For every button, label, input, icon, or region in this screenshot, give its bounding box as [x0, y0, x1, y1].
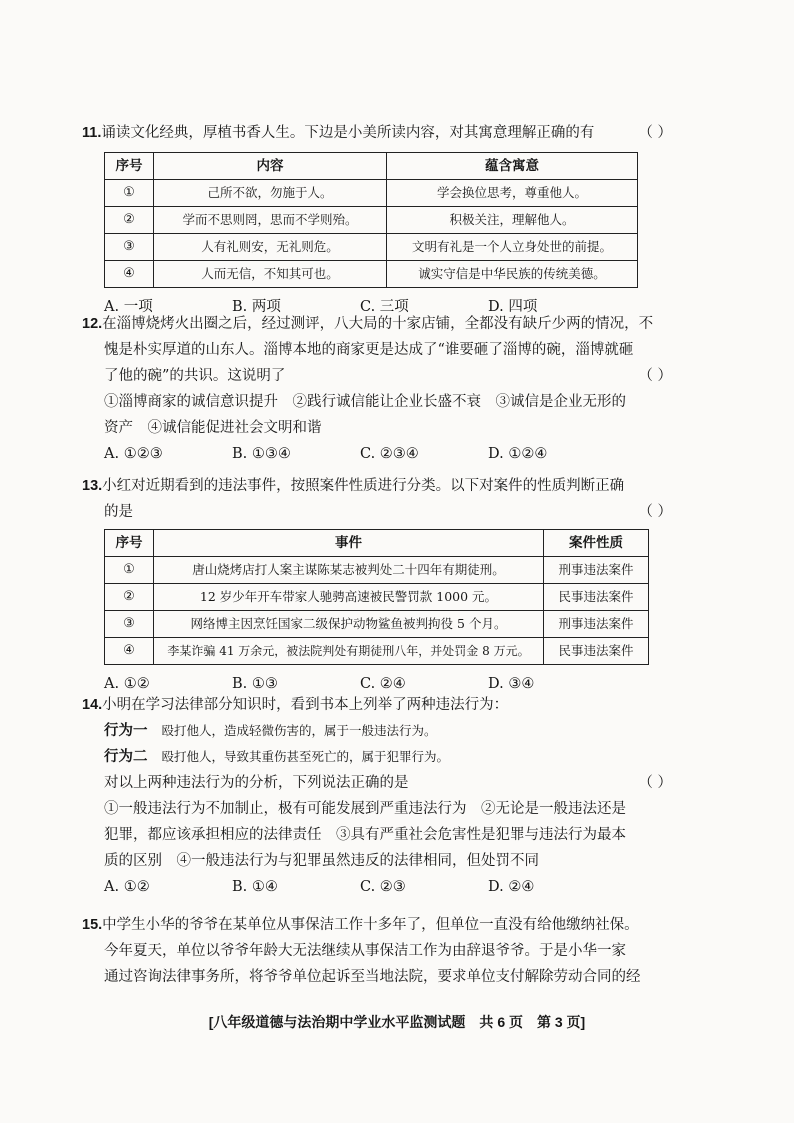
- option-c[interactable]: C. ②④: [360, 676, 406, 692]
- row-content: 己所不欲，勿施于人。: [154, 180, 387, 207]
- row-event: 网络博主因烹饪国家二级保护动物鲨鱼被判拘役 5 个月。: [154, 611, 544, 638]
- question-text: 中学生小华的爷爷在某单位从事保洁工作十多年了，但单位一直没有给他缴纳社保。: [102, 917, 639, 933]
- answer-paren: （ ）: [638, 368, 672, 384]
- row-event: 李某诈骗 41 万余元，被法院判处有期徒刑八年，并处罚金 8 万元。: [154, 638, 544, 665]
- question-13: [82, 473, 672, 697]
- option-a[interactable]: A. 一项: [104, 299, 153, 315]
- option-c[interactable]: C. ②③④: [360, 446, 419, 462]
- row-index: ③: [105, 234, 154, 261]
- header-nature: 案件性质: [544, 530, 649, 557]
- row-meaning: 学会换位思考，尊重他人。: [387, 180, 638, 207]
- table-row: [105, 261, 638, 288]
- table-header-row: [105, 530, 649, 557]
- options-row: [82, 874, 672, 900]
- question-14-statements: ①一般违法行为不加制止，极有可能发展到严重违法行为 ②无论是一般违法还是: [104, 801, 626, 817]
- question-15-line: [82, 912, 672, 938]
- option-b[interactable]: B. ①③: [232, 676, 278, 692]
- question-number: 11.: [82, 125, 102, 141]
- row-index: ②: [105, 207, 154, 234]
- row-content: 人而无信，不知其可也。: [154, 261, 387, 288]
- header-index: 序号: [105, 530, 154, 557]
- question-text: 对以上两种违法行为的分析，下列说法正确的是: [104, 775, 409, 791]
- answer-paren: （ ）: [638, 775, 672, 791]
- question-14-line: [82, 692, 672, 718]
- behavior-one: [82, 718, 672, 744]
- row-meaning: 积极关注，理解他人。: [387, 207, 638, 234]
- question-15-line: 通过咨询法律事务所，将爷爷单位起诉至当地法院，要求单位支付解除劳动合同的经: [104, 969, 641, 985]
- question-number: 13.: [82, 478, 103, 494]
- question-text: 了他的碗”的共识。这说明了: [104, 368, 286, 384]
- question-text: 在淄博烧烤火出圈之后，经过测评，八大局的十家店铺，全都没有缺斤少两的情况，不: [102, 316, 654, 332]
- table-row: [105, 611, 649, 638]
- option-a[interactable]: A. ①②: [104, 676, 150, 692]
- row-nature: 刑事违法案件: [544, 611, 649, 638]
- header-index: 序号: [105, 153, 154, 180]
- answer-paren: （ ）: [638, 125, 672, 141]
- option-d[interactable]: D. 四项: [488, 299, 538, 315]
- option-b[interactable]: B. ①④: [232, 879, 278, 895]
- question-14-statements: 犯罪，都应该承担相应的法律责任 ③具有严重社会危害性是犯罪与违法行为最本: [104, 827, 626, 843]
- question-15: [82, 912, 672, 990]
- question-11-stem: [82, 120, 672, 146]
- row-index: ②: [105, 584, 154, 611]
- meaning-table: [104, 152, 638, 288]
- table-row: [105, 180, 638, 207]
- table-row: [105, 557, 649, 584]
- question-12-line: [82, 363, 672, 389]
- question-12: [82, 311, 672, 467]
- table-row: [105, 234, 638, 261]
- question-13-line: [82, 499, 672, 525]
- row-meaning: 诚实守信是中华民族的传统美德。: [387, 261, 638, 288]
- options-row: [82, 441, 672, 467]
- behavior-label: 行为一: [104, 723, 148, 739]
- row-event: 唐山烧烤店打人案主谋陈某志被判处二十四年有期徒刑。: [154, 557, 544, 584]
- header-content: 内容: [154, 153, 387, 180]
- question-text: 小红对近期看到的违法事件，按照案件性质进行分类。以下对案件的性质判断正确: [102, 478, 625, 494]
- question-13-line: [82, 473, 672, 499]
- option-b[interactable]: B. ①③④: [232, 446, 291, 462]
- question-14-line: [82, 770, 672, 796]
- table-row: [105, 207, 638, 234]
- question-number: 14.: [82, 697, 103, 713]
- behavior-text: 殴打他人，造成轻微伤害的，属于一般违法行为。: [161, 723, 437, 738]
- question-12-statements: ①淄博商家的诚信意识提升 ②践行诚信能让企业长盛不衰 ③诚信是企业无形的: [104, 394, 626, 410]
- option-d[interactable]: D. ①②④: [488, 446, 548, 462]
- table-row: [105, 638, 649, 665]
- row-index: ①: [105, 180, 154, 207]
- page-footer: [八年级道德与法治期中学业水平监测试题 共 6 页 第 3 页]: [208, 1014, 586, 1030]
- row-nature: 刑事违法案件: [544, 557, 649, 584]
- table-header-row: [105, 153, 638, 180]
- option-c[interactable]: C. ②③: [360, 879, 406, 895]
- question-text: 诵读文化经典，厚植书香人生。下边是小美所读内容，对其寓意理解正确的有: [101, 125, 595, 141]
- question-15-line: 今年夏天，单位以爷爷年龄大无法继续从事保洁工作为由辞退爷爷。于是小华一家: [104, 943, 626, 959]
- question-12-line: 愧是朴实厚道的山东人。淄博本地的商家更是达成了“谁要砸了淄博的碗，淄博就砸: [104, 342, 634, 358]
- option-c[interactable]: C. 三项: [360, 299, 409, 315]
- question-text: 小明在学习法律部分知识时，看到书本上列举了两种违法行为：: [102, 697, 509, 713]
- option-b[interactable]: B. 两项: [232, 299, 281, 315]
- row-nature: 民事违法案件: [544, 638, 649, 665]
- option-a[interactable]: A. ①②: [104, 879, 150, 895]
- row-event: 12 岁少年开车带家人驰骋高速被民警罚款 1000 元。: [154, 584, 544, 611]
- row-index: ①: [105, 557, 154, 584]
- header-meaning: 蕴含寓意: [387, 153, 638, 180]
- question-11: [82, 120, 672, 320]
- behavior-label: 行为二: [104, 749, 148, 765]
- row-content: 人有礼则安，无礼则危。: [154, 234, 387, 261]
- behavior-two: [82, 744, 672, 770]
- question-number: 15.: [82, 917, 103, 933]
- case-table: [104, 529, 649, 665]
- question-12-line: [82, 311, 672, 337]
- option-a[interactable]: A. ①②③: [104, 446, 163, 462]
- table-row: [105, 584, 649, 611]
- header-event: 事件: [154, 530, 544, 557]
- question-12-statements: 资产 ④诚信能促进社会文明和谐: [104, 420, 322, 436]
- option-d[interactable]: D. ③④: [488, 676, 535, 692]
- row-content: 学而不思则罔，思而不学则殆。: [154, 207, 387, 234]
- answer-paren: （ ）: [638, 504, 672, 520]
- row-index: ③: [105, 611, 154, 638]
- row-index: ④: [105, 261, 154, 288]
- question-number: 12.: [82, 316, 103, 332]
- row-index: ④: [105, 638, 154, 665]
- row-meaning: 文明有礼是一个人立身处世的前提。: [387, 234, 638, 261]
- question-14-statements: 质的区别 ④一般违法行为与犯罪虽然违反的法律相同，但处罚不同: [104, 853, 539, 869]
- option-d[interactable]: D. ②④: [488, 879, 535, 895]
- question-text: 的是: [104, 504, 133, 520]
- behavior-text: 殴打他人，导致其重伤甚至死亡的，属于犯罪行为。: [161, 749, 450, 764]
- question-14: [82, 692, 672, 900]
- row-nature: 民事违法案件: [544, 584, 649, 611]
